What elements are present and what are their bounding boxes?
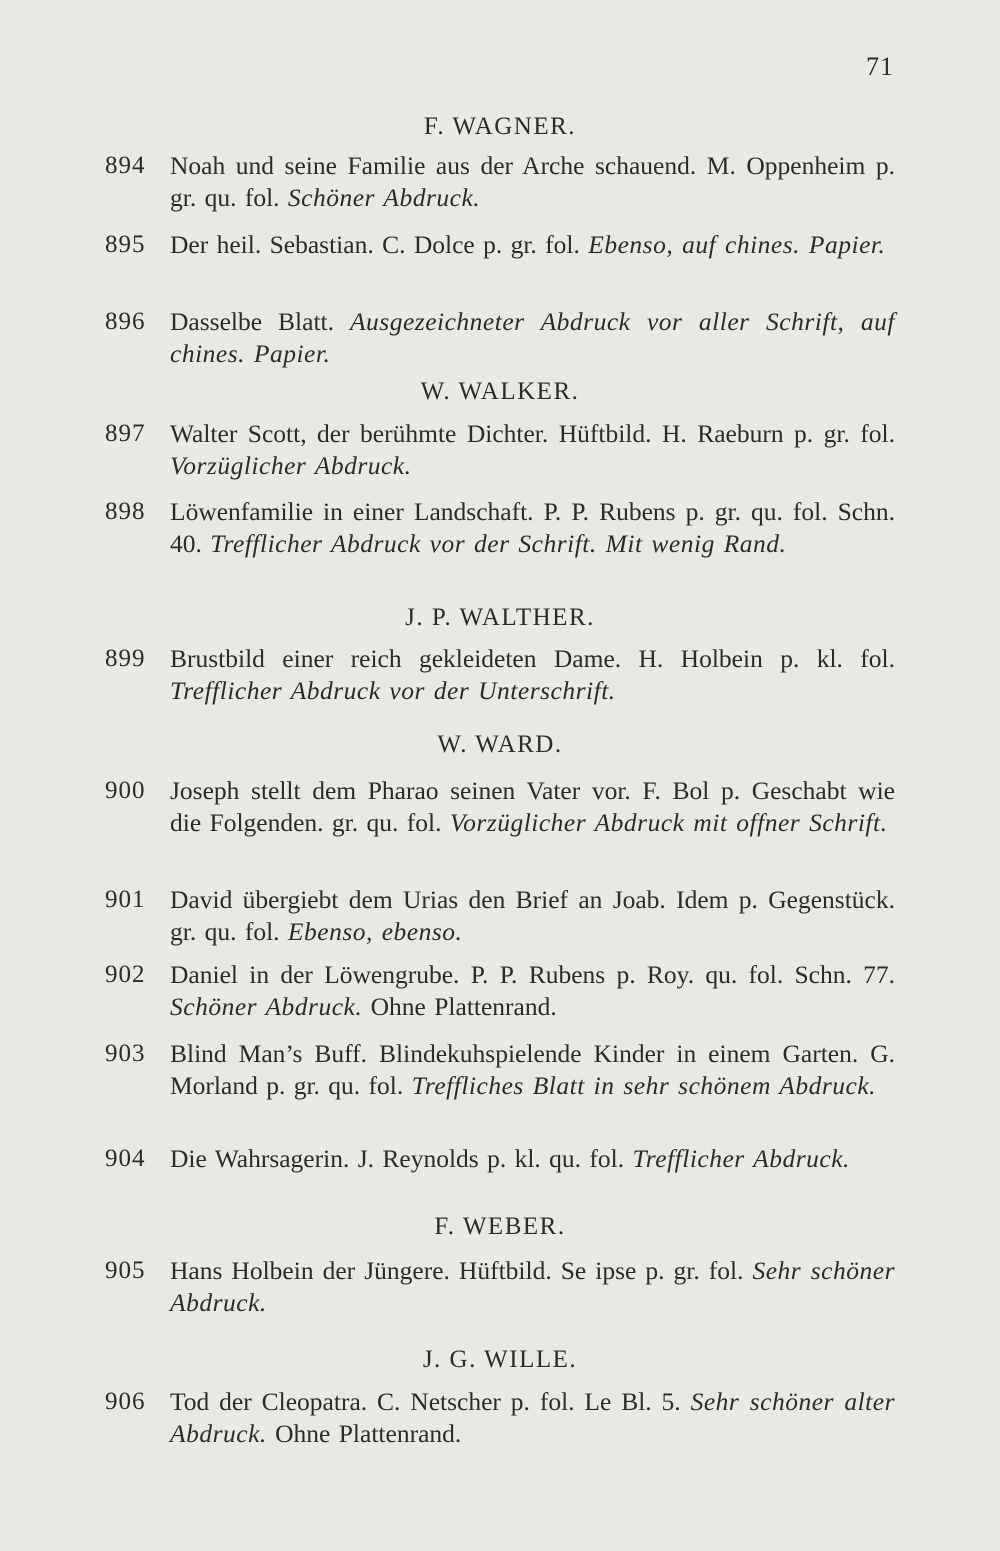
entry-note: Trefflicher Abdruck. bbox=[632, 1144, 850, 1173]
entry-number: 895 bbox=[105, 231, 146, 258]
entry-note: Schöner Abdruck. bbox=[287, 183, 481, 212]
catalog-entry bbox=[105, 1255, 895, 1319]
entry-note: Ausgezeichneter Abdruck vor aller Schrift, auf chines. Papier. bbox=[170, 307, 895, 368]
entry-note: Sehr schöner alter Abdruck. bbox=[170, 1387, 895, 1448]
entry-number: 902 bbox=[105, 961, 146, 988]
entry-number: 899 bbox=[105, 645, 146, 672]
catalog-entry bbox=[105, 884, 895, 948]
entry-text: Joseph stellt dem Pharao seinen Vater vor. F. Bol p. Geschabt wie die Folgenden. gr. qu. fol. bbox=[170, 776, 895, 837]
entry-text: Löwenfamilie in einer Landschaft. P. P. Rubens p. gr. qu. fol. Schn. 40. bbox=[170, 497, 895, 558]
entry-number: 906 bbox=[105, 1388, 146, 1415]
catalog-entry bbox=[105, 959, 895, 1023]
entry-text: Hans Holbein der Jüngere. Hüftbild. Se ipse p. gr. fol. bbox=[170, 1256, 744, 1285]
entry-text: Blind Man’s Buff. Blindekuhspielende Kinder in einem Garten. G. Morland p. gr. qu. fol. bbox=[170, 1039, 895, 1100]
entry-text: Daniel in der Löwengrube. P. P. Rubens p. Roy. qu. fol. Schn. 77. bbox=[170, 960, 895, 989]
entry-note: Ebenso, ebenso. bbox=[287, 917, 463, 946]
catalog-entry bbox=[105, 643, 895, 707]
section-heading: J. P. WALTHER. bbox=[405, 604, 595, 631]
entry-text: Tod der Cleopatra. C. Netscher p. fol. Le Bl. 5. bbox=[170, 1387, 681, 1416]
entry-note: Trefflicher Abdruck vor der Unterschrift. bbox=[170, 676, 616, 705]
entry-note: Ebenso, auf chines. Papier. bbox=[588, 230, 886, 259]
entry-note: Schöner Abdruck. bbox=[170, 992, 363, 1021]
section-heading: W. WARD. bbox=[437, 731, 563, 758]
entry-note: Trefflicher Abdruck vor der Schrift. Mit wenig Rand. bbox=[210, 529, 787, 558]
entry-remark: Ohne Plattenrand. bbox=[275, 1419, 462, 1448]
page-number: 71 bbox=[866, 52, 894, 81]
entry-number: 896 bbox=[105, 308, 146, 335]
entry-number: 894 bbox=[105, 152, 146, 179]
entry-note: Vorzüglicher Abdruck. bbox=[170, 451, 412, 480]
entry-number: 903 bbox=[105, 1040, 146, 1067]
catalog-entry bbox=[105, 418, 895, 482]
section-heading: F. WEBER. bbox=[434, 1213, 566, 1240]
entry-number: 898 bbox=[105, 498, 146, 525]
catalog-entry bbox=[105, 306, 895, 370]
entry-text: Noah und seine Familie aus der Arche schauend. M. Oppenheim p. gr. qu. fol. bbox=[170, 151, 895, 212]
entry-text: Walter Scott, der berühmte Dichter. Hüftbild. H. Raeburn p. gr. fol. bbox=[170, 419, 895, 448]
entry-note: Vorzüglicher Abdruck mit offner Schrift. bbox=[449, 808, 888, 837]
catalog-entry bbox=[105, 775, 895, 839]
entry-number: 901 bbox=[105, 886, 146, 913]
entry-number: 900 bbox=[105, 777, 146, 804]
catalog-entry bbox=[105, 496, 895, 560]
entry-number: 897 bbox=[105, 420, 146, 447]
entry-text: David übergiebt dem Urias den Brief an Joab. Idem p. Gegenstück. gr. qu. fol. bbox=[170, 885, 895, 946]
section-heading: F. WAGNER. bbox=[423, 113, 577, 140]
entry-text: Dasselbe Blatt. bbox=[170, 307, 334, 336]
section-heading: W. WALKER. bbox=[420, 378, 580, 405]
entry-number: 905 bbox=[105, 1257, 146, 1284]
catalog-entry bbox=[105, 150, 895, 214]
entry-note: Treffliches Blatt in sehr schönem Abdruck. bbox=[411, 1071, 877, 1100]
entry-remark: Ohne Plattenrand. bbox=[370, 992, 557, 1021]
entry-number: 904 bbox=[105, 1145, 146, 1172]
entry-text: Die Wahrsagerin. J. Reynolds p. kl. qu. fol. bbox=[170, 1144, 625, 1173]
entry-note: Sehr schöner Abdruck. bbox=[170, 1256, 895, 1317]
catalog-entry bbox=[105, 1143, 895, 1175]
catalog-entry bbox=[105, 1386, 895, 1450]
catalog-entry bbox=[105, 229, 895, 261]
entry-text: Brustbild einer reich gekleideten Dame. H. Holbein p. kl. fol. bbox=[170, 644, 895, 673]
catalog-entry bbox=[105, 1038, 895, 1102]
section-heading: J. G. WILLE. bbox=[422, 1346, 578, 1373]
entry-text: Der heil. Sebastian. C. Dolce p. gr. fol. bbox=[170, 230, 580, 259]
